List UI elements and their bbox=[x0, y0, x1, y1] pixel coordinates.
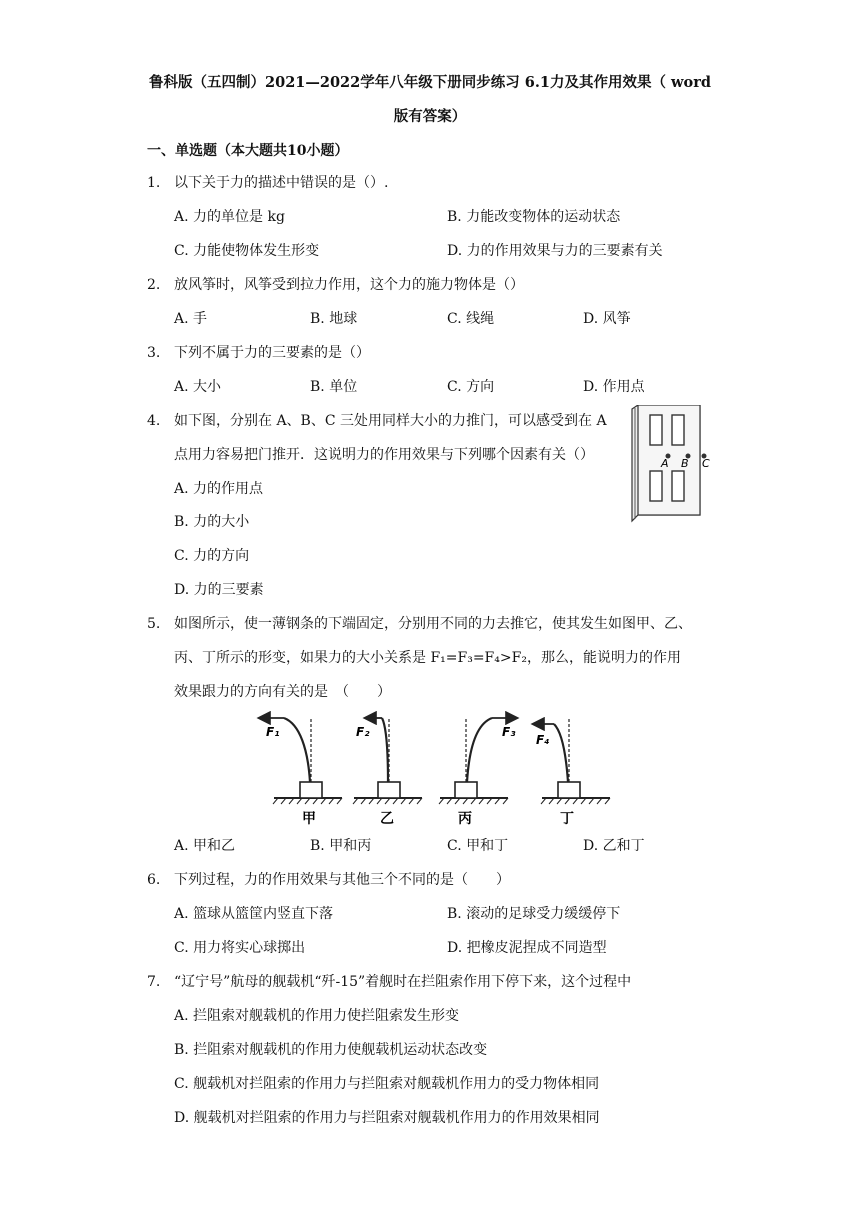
question-3 bbox=[147, 343, 370, 363]
label-yi: 乙 bbox=[380, 811, 394, 827]
q2-option-d: D. 风筝 bbox=[583, 311, 631, 327]
force-label-f3: F₃ bbox=[502, 725, 516, 739]
question-number: 3. bbox=[147, 345, 161, 361]
q5-option-b: B. 甲和丙 bbox=[310, 838, 372, 854]
question-number: 7. bbox=[147, 974, 161, 990]
q5-option-c: C. 甲和丁 bbox=[447, 838, 509, 854]
question-4-text-line-2: 点用力容易把门推开．这说明力的作用效果与下列哪个因素有关（） bbox=[174, 447, 594, 463]
label-ding: 丁 bbox=[560, 811, 574, 827]
question-7 bbox=[147, 972, 631, 992]
question-5-text-line-3: 效果跟力的方向有关的是 （ ） bbox=[174, 684, 391, 700]
q3-option-a: A. 大小 bbox=[174, 379, 222, 395]
figure-yi bbox=[353, 718, 422, 827]
q4-option-c: C. 力的方向 bbox=[174, 548, 250, 564]
figure-jia bbox=[260, 718, 342, 827]
force-label-f4: F₄ bbox=[536, 733, 550, 747]
question-text: 下列不属于力的三要素的是（） bbox=[174, 345, 370, 361]
section-heading: 一、单选题（本大题共10小题） bbox=[147, 143, 349, 159]
q6-option-a: A. 篮球从篮筐内竖直下落 bbox=[174, 906, 334, 922]
door-label-a: A bbox=[661, 457, 669, 470]
question-number: 5. bbox=[147, 616, 161, 632]
door-label-c: C bbox=[702, 457, 710, 470]
q5-option-a: A. 甲和乙 bbox=[174, 838, 236, 854]
question-4 bbox=[147, 411, 607, 431]
force-label-f2: F₂ bbox=[356, 725, 370, 739]
question-5-text-line-2: 丙、丁所示的形变，如果力的大小关系是 F₁=F₃=F₄>F₂，那么，能说明力的作用 bbox=[174, 650, 681, 666]
q4-option-b: B. 力的大小 bbox=[174, 514, 250, 530]
document-title bbox=[100, 66, 760, 134]
door-label-b: B bbox=[681, 457, 689, 470]
q2-option-a: A. 手 bbox=[174, 311, 208, 327]
q5-option-d: D. 乙和丁 bbox=[583, 838, 645, 854]
title-line-1: 鲁科版（五四制）2021—2022学年八年级下册同步练习 6.1力及其作用效果（ word bbox=[149, 74, 711, 91]
q3-option-b: B. 单位 bbox=[310, 379, 358, 395]
title-line-2: 版有答案） bbox=[393, 108, 467, 125]
q7-option-b: B. 拦阻索对舰载机的作用力使舰载机运动状态改变 bbox=[174, 1042, 488, 1058]
question-number: 1. bbox=[147, 175, 161, 191]
question-text-line-1: 如图所示，使一薄钢条的下端固定，分别用不同的力去推它，使其发生如图甲、乙、 bbox=[174, 616, 692, 632]
figure-ding bbox=[534, 718, 610, 827]
q6-option-b: B. 滚动的足球受力缓缓停下 bbox=[447, 906, 621, 922]
question-text: 放风筝时，风筝受到拉力作用，这个力的施力物体是（） bbox=[174, 277, 524, 293]
label-jia: 甲 bbox=[302, 811, 316, 827]
question-number: 4. bbox=[147, 413, 161, 429]
label-bing: 丙 bbox=[458, 811, 472, 827]
q4-option-d: D. 力的三要素 bbox=[174, 582, 264, 598]
q2-option-c: C. 线绳 bbox=[447, 311, 495, 327]
question-text-line-1: 如下图，分别在 A、B、C 三处用同样大小的力推门，可以感受到在 A bbox=[174, 413, 607, 429]
q3-option-c: C. 方向 bbox=[447, 379, 495, 395]
q4-option-a: A. 力的作用点 bbox=[174, 481, 264, 497]
question-number: 6. bbox=[147, 872, 161, 888]
q2-option-b: B. 地球 bbox=[310, 311, 358, 327]
q7-option-c: C. 舰载机对拦阻索的作用力与拦阻索对舰载机作用力的受力物体相同 bbox=[174, 1076, 600, 1092]
door-figure bbox=[630, 405, 716, 523]
q3-option-d: D. 作用点 bbox=[583, 379, 645, 395]
steel-strip-figure bbox=[250, 710, 620, 834]
question-text: 下列过程，力的作用效果与其他三个不同的是（ ） bbox=[174, 872, 510, 888]
question-2 bbox=[147, 275, 524, 295]
question-6 bbox=[147, 870, 510, 890]
q7-option-a: A. 拦阻索对舰载机的作用力使拦阻索发生形变 bbox=[174, 1008, 460, 1024]
figure-bing bbox=[439, 718, 516, 827]
q6-option-d: D. 把橡皮泥捏成不同造型 bbox=[447, 940, 607, 956]
q1-option-c: C. 力能使物体发生形变 bbox=[174, 243, 320, 259]
question-number: 2. bbox=[147, 277, 161, 293]
force-label-f1: F₁ bbox=[266, 725, 280, 739]
q1-option-b: B. 力能改变物体的运动状态 bbox=[447, 209, 621, 225]
question-text: 以下关于力的描述中错误的是（）. bbox=[174, 175, 389, 191]
q6-option-c: C. 用力将实心球掷出 bbox=[174, 940, 306, 956]
q1-option-a: A. 力的单位是 kg bbox=[174, 209, 285, 225]
question-5 bbox=[147, 614, 692, 634]
q1-option-d: D. 力的作用效果与力的三要素有关 bbox=[447, 243, 663, 259]
question-text: “辽宁号”航母的舰载机“歼-15”着舰时在拦阻索作用下停下来，这个过程中 bbox=[174, 974, 632, 990]
q7-option-d: D. 舰载机对拦阻索的作用力与拦阻索对舰载机作用力的作用效果相同 bbox=[174, 1110, 600, 1126]
question-1 bbox=[147, 173, 388, 193]
